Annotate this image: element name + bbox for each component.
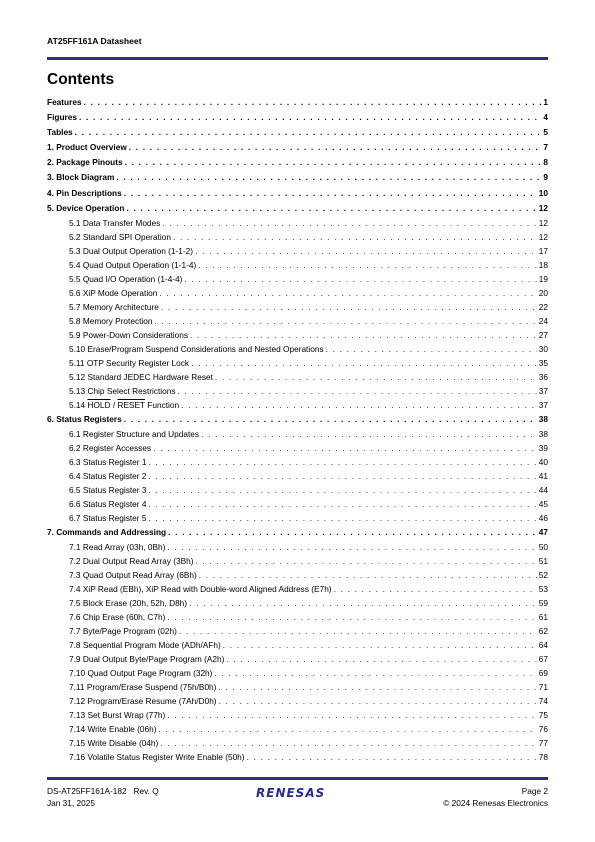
toc-entry[interactable] [47, 427, 548, 441]
toc-entry-page: 52 [538, 569, 548, 580]
footer-right [443, 785, 548, 809]
dot-leader [148, 455, 536, 469]
toc-entry-label: 6.4 Status Register 2 [69, 470, 147, 481]
toc-entry-page: 77 [538, 737, 548, 748]
toc-entry-page: 5 [543, 127, 548, 138]
toc-entry-label-part: RESET [117, 399, 145, 410]
document-header-title: AT25FF161A Datasheet [47, 36, 142, 46]
toc-entry[interactable] [47, 483, 548, 497]
toc-entry[interactable] [47, 596, 548, 610]
toc-entry[interactable] [47, 441, 548, 455]
toc-entry-page: 1 [543, 97, 548, 107]
toc-entry-label: 7.10 Quad Output Page Program (32h) [69, 667, 213, 678]
toc-entry-page: 51 [538, 555, 548, 566]
toc-entry[interactable] [47, 469, 548, 483]
toc-entry-label: 7.8 Sequential Program Mode (ADh/AFh) [69, 639, 221, 650]
dot-leader [158, 722, 536, 736]
dot-leader [198, 258, 536, 272]
toc-entry-label [69, 398, 179, 412]
toc-entry-page: 17 [538, 245, 548, 256]
toc-entry[interactable] [47, 370, 548, 384]
toc-entry-label: 7. Commands and Addressing [47, 526, 167, 537]
toc-entry-label: 7.13 Set Burst Wrap (77h) [69, 709, 166, 720]
toc-entry-label: 5.10 Erase/Program Suspend Considerations and Nested Operations [69, 343, 324, 354]
toc-entry-page: 47 [538, 526, 548, 537]
toc-entry[interactable] [47, 328, 548, 342]
dot-leader [159, 286, 536, 300]
toc-entry-label: 7.16 Volatile Status Register Write Enable (50h) [69, 751, 245, 762]
toc-entry-page: 45 [538, 498, 548, 509]
toc-entry[interactable] [47, 95, 548, 110]
dot-leader [173, 230, 537, 244]
dot-leader [75, 125, 542, 140]
toc-entry[interactable] [47, 286, 548, 300]
toc-entry-label: 6.6 Status Register 4 [69, 498, 147, 509]
dot-leader [162, 216, 536, 230]
toc-entry[interactable] [47, 412, 548, 427]
toc-entry-page: 64 [538, 639, 548, 650]
toc-entry[interactable] [47, 497, 548, 511]
toc-entry-page: 24 [538, 315, 548, 326]
toc-entry-label: 5.4 Quad Output Operation (1-1-4) [69, 259, 197, 270]
toc-entry-page: 12 [538, 217, 548, 228]
toc-entry-page: 76 [538, 723, 548, 734]
toc-entry-page: 53 [538, 583, 548, 594]
toc-entry[interactable] [47, 342, 548, 356]
toc-entry-page: 37 [538, 385, 548, 396]
toc-entry-page: 38 [538, 413, 548, 424]
toc-entry[interactable] [47, 666, 548, 680]
footer-left [47, 785, 159, 809]
toc-entry[interactable] [47, 140, 548, 155]
toc-entry[interactable] [47, 511, 548, 525]
toc-entry-page: 35 [538, 357, 548, 368]
toc-entry-label: Figures [47, 112, 77, 123]
toc-entry-label: 7.6 Chip Erase (60h, C7h) [69, 611, 166, 622]
dot-leader [190, 328, 537, 342]
toc-entry-page: 18 [538, 259, 548, 270]
toc-entry-label: 7.9 Dual Output Byte/Page Program (A2h) [69, 653, 225, 664]
dot-leader [247, 750, 537, 764]
dot-leader [226, 652, 536, 666]
toc-entry-page: 12 [538, 202, 548, 213]
toc-entry-label: 6.2 Register Accesses [69, 442, 152, 453]
dot-leader [126, 201, 536, 216]
toc-entry-label: 7.1 Read Array (03h, 0Bh) [69, 541, 166, 552]
toc-entry[interactable] [47, 680, 548, 694]
toc-entry[interactable] [47, 694, 548, 708]
toc-entry[interactable] [47, 384, 548, 398]
toc-entry-page: 61 [538, 611, 548, 622]
toc-entry[interactable] [47, 540, 548, 554]
toc-entry-page: 12 [538, 231, 548, 242]
toc-entry-label: 6.3 Status Register 1 [69, 456, 147, 467]
toc-entry-label-part: HOLD [87, 399, 111, 410]
toc-entry-page: 8 [543, 157, 548, 168]
toc-entry[interactable] [47, 638, 548, 652]
toc-entry-page: 44 [538, 484, 548, 495]
toc-entry-page: 59 [538, 597, 548, 608]
toc-entry-page: 4 [543, 112, 548, 123]
toc-entry[interactable] [47, 398, 548, 412]
toc-entry-label-part: 5.14 [69, 399, 88, 410]
toc-entry-label: 7.2 Dual Output Read Array (3Bh) [69, 555, 194, 566]
dot-leader [148, 469, 536, 483]
toc-entry-label: 5.8 Memory Protection [69, 315, 153, 326]
toc-entry-label: 5.5 Quad I/O Operation (1-4-4) [69, 273, 183, 284]
toc-entry[interactable] [47, 258, 548, 272]
dot-leader [168, 525, 537, 540]
toc-entry[interactable] [47, 455, 548, 469]
toc-entry-page: 39 [538, 442, 548, 453]
toc-entry-label: 6. Status Registers [47, 413, 122, 424]
toc-entry-label: 7.12 Program/Erase Resume (7Ah/D0h) [69, 695, 217, 706]
toc-entry[interactable] [47, 110, 548, 125]
toc-entry-page: 9 [543, 172, 548, 183]
toc-entry-page: 74 [538, 695, 548, 706]
contents-heading: Contents [47, 71, 115, 88]
dot-leader [326, 342, 537, 356]
toc-entry-page: 62 [538, 625, 548, 636]
toc-entry[interactable] [47, 201, 548, 216]
dot-leader [196, 554, 537, 568]
toc-entry-label: 7.14 Write Enable (06h) [69, 723, 157, 734]
toc-entry[interactable] [47, 186, 548, 201]
dot-leader [334, 582, 537, 596]
dot-leader [184, 272, 536, 286]
toc-entry-page: 30 [538, 343, 548, 354]
toc-entry-label: 5.9 Power-Down Considerations [69, 329, 188, 340]
toc-entry-page: 27 [538, 329, 548, 340]
footer-divider [47, 777, 548, 780]
toc-entry-label: 5.13 Chip Select Restrictions [69, 385, 176, 396]
toc-entry-page: 50 [538, 541, 548, 552]
toc-entry-page: 40 [538, 456, 548, 467]
toc-entry-label: 5.7 Memory Architecture [69, 301, 159, 312]
toc-entry-label: 6.7 Status Register 5 [69, 512, 147, 523]
toc-entry[interactable] [47, 736, 548, 750]
document-number: DS-AT25FF161A-182 Rev. Q [47, 786, 159, 796]
toc-entry-label: 5.3 Dual Output Operation (1-1-2) [69, 245, 194, 256]
dot-leader [167, 708, 537, 722]
document-date: Jan 31, 2025 [47, 798, 95, 808]
dot-leader [148, 511, 536, 525]
toc-entry-label: Features [47, 97, 82, 107]
dot-leader [129, 140, 542, 155]
toc-entry[interactable] [47, 722, 548, 736]
dot-leader [116, 170, 541, 185]
toc-entry-label: 2. Package Pinouts [47, 157, 123, 168]
toc-entry-page: 22 [538, 301, 548, 312]
toc-entry[interactable] [47, 708, 548, 722]
dot-leader [219, 694, 537, 708]
dot-leader [223, 638, 537, 652]
dot-leader [218, 680, 536, 694]
toc-entry-label: 7.11 Program/Erase Suspend (75h/B0h) [69, 681, 217, 692]
toc-entry-page: 20 [538, 287, 548, 298]
toc-entry-page: 10 [538, 187, 548, 198]
dot-leader [125, 155, 542, 170]
toc-entry[interactable] [47, 272, 548, 286]
copyright: © 2024 Renesas Electronics [443, 798, 548, 808]
toc-entry[interactable] [47, 356, 548, 370]
toc-entry[interactable] [47, 525, 548, 540]
toc-entry[interactable] [47, 155, 548, 170]
toc-entry[interactable] [47, 314, 548, 328]
dot-leader [179, 624, 537, 638]
dot-leader [195, 244, 537, 258]
dot-leader [189, 596, 537, 610]
toc-entry-label: 6.5 Status Register 3 [69, 484, 147, 495]
dot-leader [214, 666, 536, 680]
toc-entry-page: 78 [538, 751, 548, 762]
table-of-contents [47, 95, 548, 764]
dot-leader [167, 610, 536, 624]
toc-entry-label: 5.12 Standard JEDEC Hardware Reset [69, 371, 213, 382]
toc-entry[interactable] [47, 750, 548, 764]
dot-leader [160, 736, 536, 750]
dot-leader [148, 497, 536, 511]
toc-entry-page: 19 [538, 273, 548, 284]
dot-leader [191, 356, 537, 370]
toc-entry-label: 5.11 OTP Security Register Lock [69, 357, 190, 368]
header-divider [47, 57, 548, 60]
dot-leader [201, 427, 537, 441]
dot-leader [181, 398, 537, 412]
toc-entry[interactable] [47, 568, 548, 582]
toc-entry[interactable] [47, 230, 548, 244]
toc-entry-label: 5.6 XiP Mode Operation [69, 287, 158, 298]
toc-entry-page: 41 [538, 470, 548, 481]
toc-entry[interactable] [47, 244, 548, 258]
dot-leader [79, 110, 541, 125]
page-number: Page 2 [521, 786, 548, 796]
dot-leader [199, 568, 537, 582]
toc-entry-label: Tables [47, 127, 73, 138]
toc-entry[interactable] [47, 170, 548, 185]
dot-leader [154, 314, 536, 328]
renesas-logo: RENESAS [256, 786, 326, 800]
toc-entry-label: 7.7 Byte/Page Program (02h) [69, 625, 177, 636]
toc-entry-page: 67 [538, 653, 548, 664]
toc-entry-label: 7.3 Quad Output Read Array (6Bh) [69, 569, 197, 580]
toc-entry-label: 3. Block Diagram [47, 172, 115, 183]
toc-entry-page: 75 [538, 709, 548, 720]
toc-entry-label: 5.1 Data Transfer Modes [69, 217, 161, 228]
toc-entry-page: 7 [543, 142, 548, 153]
dot-leader [161, 300, 537, 314]
toc-entry-label-part: Function [144, 399, 180, 410]
toc-entry-label: 5.2 Standard SPI Operation [69, 231, 171, 242]
dot-leader [148, 483, 536, 497]
toc-entry-label: 6.1 Register Structure and Updates [69, 428, 200, 439]
dot-leader [153, 441, 537, 455]
toc-entry[interactable] [47, 216, 548, 230]
toc-entry-page: 46 [538, 512, 548, 523]
toc-entry[interactable] [47, 125, 548, 140]
toc-entry-label: 4. Pin Descriptions [47, 187, 122, 198]
toc-entry[interactable] [47, 652, 548, 666]
toc-entry[interactable] [47, 610, 548, 624]
toc-entry-page: 69 [538, 667, 548, 678]
dot-leader [84, 95, 542, 110]
toc-entry[interactable] [47, 624, 548, 638]
toc-entry-page: 36 [538, 371, 548, 382]
dot-leader [178, 384, 537, 398]
toc-entry[interactable] [47, 554, 548, 568]
toc-entry-label-part: / [110, 399, 118, 410]
toc-entry[interactable] [47, 300, 548, 314]
toc-entry-label: 7.5 Block Erase (20h, 52h, D8h) [69, 597, 188, 608]
dot-leader [167, 540, 536, 554]
toc-entry-label: 5. Device Operation [47, 202, 125, 213]
dot-leader [124, 186, 537, 201]
toc-entry-label: 7.15 Write Disable (04h) [69, 737, 159, 748]
toc-entry[interactable] [47, 582, 548, 596]
dot-leader [124, 412, 537, 427]
toc-entry-label: 7.4 XiP Read (EBh), XiP Read with Double-word Aligned Address (E7h) [69, 583, 332, 594]
toc-entry-page: 38 [538, 428, 548, 439]
dot-leader [215, 370, 537, 384]
toc-entry-label: 1. Product Overview [47, 142, 127, 153]
toc-entry-page: 71 [538, 681, 548, 692]
toc-entry-page: 37 [538, 399, 548, 410]
